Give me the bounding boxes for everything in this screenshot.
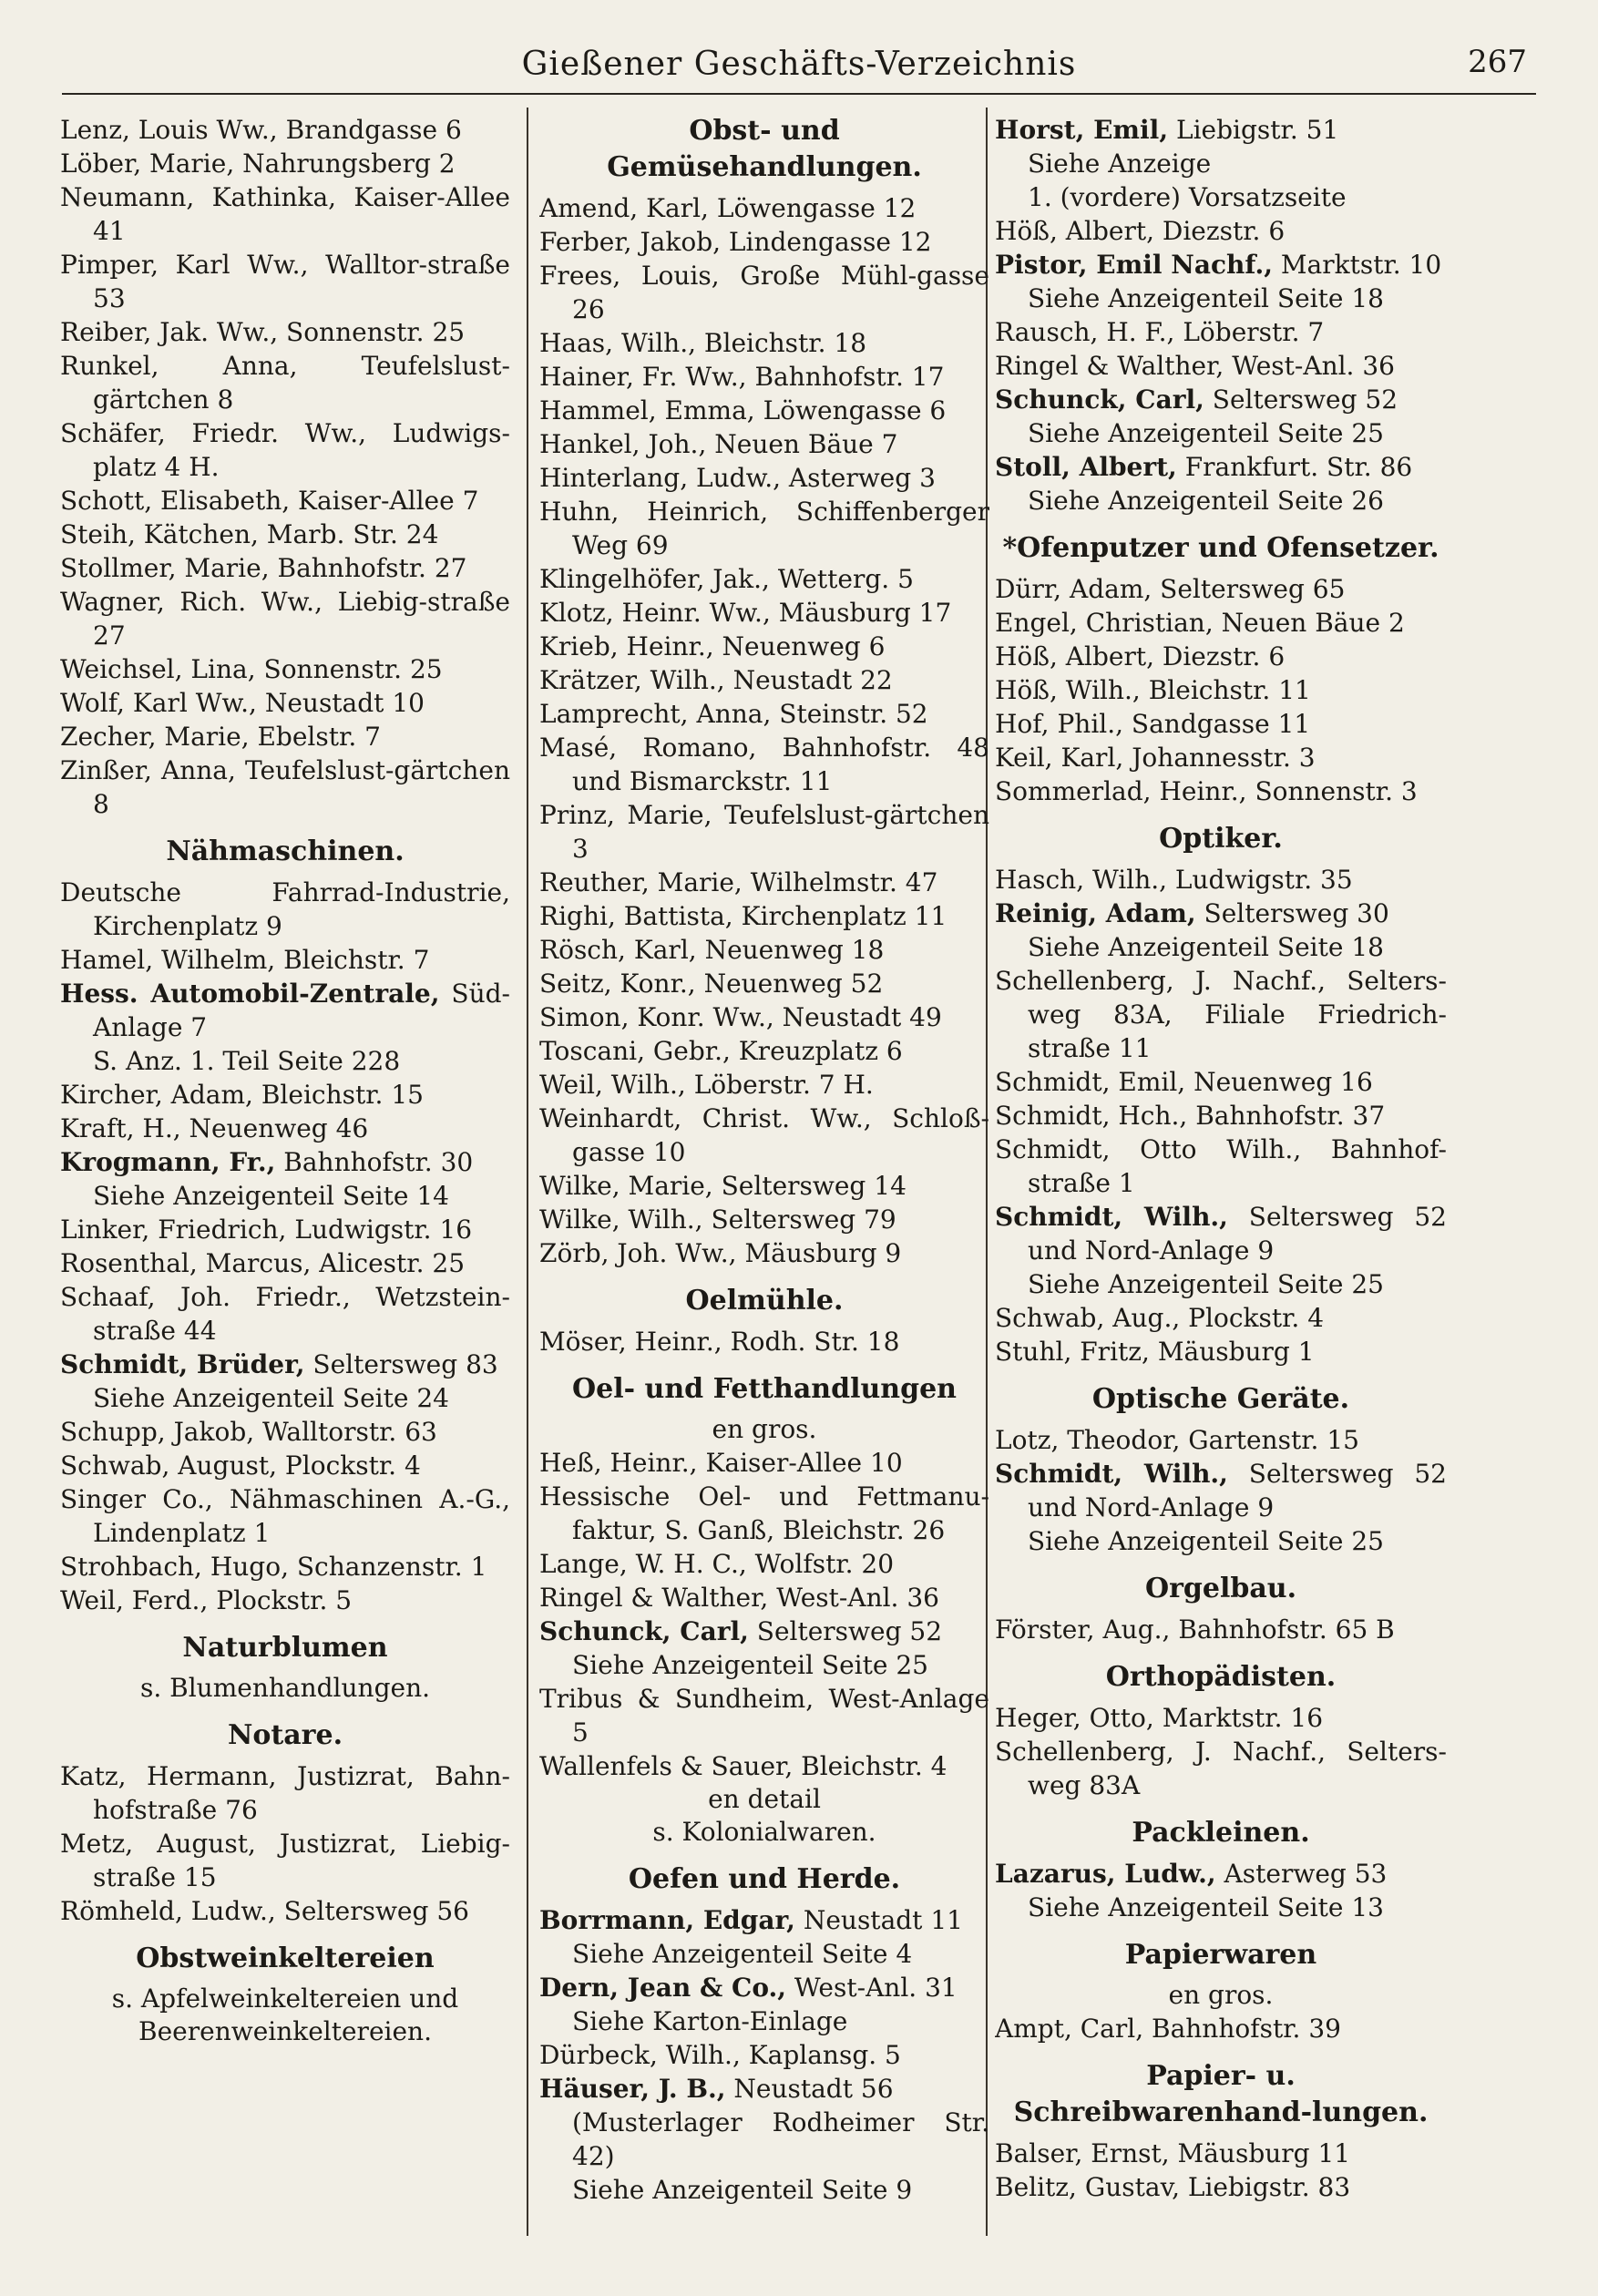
- directory-entry: [995, 1857, 1447, 1891]
- directory-entry: [60, 248, 510, 315]
- section-heading: Papierwaren: [1124, 1939, 1317, 1971]
- entry-text: Balser, Ernst, Mäusburg 11: [995, 2138, 1351, 2168]
- entry-text: Weichsel, Lina, Sonnenstr. 25: [60, 654, 443, 684]
- directory-entry: [60, 1078, 510, 1112]
- entry-continuation: [539, 1937, 989, 1971]
- entry-text: Wilke, Wilh., Seltersweg 79: [539, 1204, 896, 1235]
- entry-text: Schwab, Aug., Plockstr. 4: [995, 1303, 1325, 1333]
- directory-entry: [995, 2137, 1447, 2170]
- entry-text: Schmidt, Otto Wilh., Bahnhof-straße 1: [995, 1134, 1447, 1198]
- section-heading: *Ofenputzer und Ofensetzer.: [1002, 532, 1439, 564]
- entry-continuation: [539, 2004, 989, 2038]
- entry-text: Zecher, Marie, Ebelstr. 7: [60, 722, 381, 752]
- section-heading: Papier- u. Schreibwarenhand-lungen.: [1013, 2060, 1429, 2128]
- entry-text: Hamel, Wilhelm, Bleichstr. 7: [60, 945, 430, 975]
- directory-entry: [60, 1415, 510, 1449]
- entry-text: Simon, Konr. Ww., Neustadt 49: [539, 1002, 942, 1032]
- directory-entry: [60, 977, 510, 1044]
- entry-text: Reuther, Marie, Wilhelmstr. 47: [539, 867, 938, 897]
- entry-text: Linker, Friedrich, Ludwigstr. 16: [60, 1215, 473, 1245]
- entry-text: Süd-Anlage 7: [93, 979, 510, 1042]
- entry-text: Haas, Wilh., Bleichstr. 18: [539, 328, 867, 358]
- entry-text: Weil, Ferd., Plockstr. 5: [60, 1585, 353, 1615]
- header-rule: [62, 93, 1536, 95]
- directory-entry: [995, 349, 1447, 383]
- entry-continuation: [995, 1524, 1447, 1558]
- entry-name-bold: Borrmann, Edgar,: [539, 1905, 795, 1935]
- directory-entry: [539, 697, 989, 731]
- entry-text: Siehe Anzeigenteil Seite 24: [93, 1383, 449, 1413]
- directory-entry: [60, 1894, 510, 1928]
- directory-entry: [539, 1034, 989, 1068]
- entry-text: Stollmer, Marie, Bahnhofstr. 27: [60, 553, 467, 583]
- section-heading: Nähmaschinen.: [166, 835, 405, 867]
- entry-text: Bahnhofstr. 30: [275, 1147, 474, 1177]
- entry-text: Rausch, H. F., Löberstr. 7: [995, 317, 1325, 347]
- entry-text: Wallenfels & Sauer, Bleichstr. 4: [539, 1751, 948, 1781]
- entry-text: Siehe Anzeigenteil Seite 4: [572, 1939, 913, 1969]
- directory-entry: [60, 1280, 510, 1348]
- directory-entry: [60, 1246, 510, 1280]
- directory-entry: [995, 897, 1447, 930]
- entry-text: Siehe Anzeigenteil Seite 25: [1028, 1526, 1384, 1556]
- column-divider: [527, 108, 528, 2236]
- column-left: [60, 113, 510, 2245]
- entry-text: Neumann, Kathinka, Kaiser-Allee 41: [60, 182, 510, 246]
- directory-entry: [539, 461, 989, 495]
- directory-entry: [995, 450, 1447, 484]
- entry-text: Hainer, Fr. Ww., Bahnhofstr. 17: [539, 362, 945, 392]
- directory-entry: [539, 1547, 989, 1581]
- entry-text: Zörb, Joh. Ww., Mäusburg 9: [539, 1238, 902, 1268]
- column-middle: [539, 113, 989, 2245]
- entry-text: Neustadt 11: [794, 1905, 963, 1935]
- entry-text: Möser, Heinr., Rodh. Str. 18: [539, 1327, 900, 1357]
- entry-text: Weil, Wilh., Löberstr. 7 H.: [539, 1070, 874, 1100]
- entry-text: Wagner, Rich. Ww., Liebig-straße 27: [60, 587, 510, 651]
- entry-text: Prinz, Marie, Teufelslust-gärtchen 3: [539, 800, 989, 864]
- entry-text: Siehe Anzeigenteil Seite 18: [1028, 283, 1384, 313]
- entry-text: Schupp, Jakob, Walltorstr. 63: [60, 1417, 437, 1447]
- entry-text: Kraft, H., Neuenweg 46: [60, 1113, 369, 1143]
- directory-entry: [539, 1068, 989, 1102]
- directory-entry: [539, 596, 989, 630]
- entry-text: Keil, Karl, Johannesstr. 3: [995, 743, 1316, 773]
- entry-text: Ringel & Walther, West-Anl. 36: [539, 1583, 939, 1613]
- directory-entry: [60, 1827, 510, 1894]
- column-right: [995, 113, 1447, 2245]
- entry-text: Hinterlang, Ludw., Asterweg 3: [539, 463, 936, 493]
- section-heading: Oelmühle.: [685, 1285, 844, 1317]
- entry-continuation: [539, 2173, 989, 2207]
- entry-name-bold: Schmidt, Wilh.,: [995, 1459, 1228, 1489]
- running-title: Gießener Geschäfts-Verzeichnis: [521, 46, 1077, 83]
- entry-text: Seltersweg 52: [1204, 384, 1398, 415]
- directory-entry: [60, 1449, 510, 1482]
- entry-text: Siehe Anzeige: [1028, 149, 1212, 179]
- entry-text: Siehe Anzeigenteil Seite 25: [1028, 1269, 1384, 1299]
- directory-entry: [539, 1169, 989, 1203]
- directory-entry: [995, 863, 1447, 897]
- entry-text: Hammel, Emma, Löwengasse 6: [539, 395, 947, 425]
- directory-entry: [539, 394, 989, 427]
- section-heading: Notare.: [227, 1719, 343, 1751]
- directory-entry: [539, 899, 989, 933]
- entry-text: Hof, Phil., Sandgasse 11: [995, 709, 1311, 739]
- directory-entry: [539, 326, 989, 360]
- directory-entry: [60, 551, 510, 585]
- section-note: s. Kolonialwaren.: [652, 1817, 876, 1847]
- directory-entry: [539, 1102, 989, 1169]
- entry-text: Siehe Anzeigenteil Seite 9: [572, 2175, 913, 2205]
- directory-entry: [539, 360, 989, 394]
- section-note: s. Apfelweinkeltereien und Beerenweinkeltereien.: [111, 1983, 459, 2046]
- directory-entry: [60, 1348, 510, 1381]
- entry-name-bold: Stoll, Albert,: [995, 452, 1177, 482]
- directory-entry: [995, 315, 1447, 349]
- entry-name-bold: Schunck, Carl,: [539, 1616, 749, 1646]
- directory-entry: [539, 663, 989, 697]
- directory-entry: [539, 1971, 989, 2004]
- entry-continuation: [995, 1267, 1447, 1301]
- entry-text: Siehe Anzeigenteil Seite 25: [1028, 418, 1384, 448]
- section-note: en gros.: [1168, 1980, 1274, 2010]
- directory-entry: [539, 1581, 989, 1614]
- entry-text: Höß, Albert, Diezstr. 6: [995, 641, 1286, 671]
- entry-text: Hasch, Wilh., Ludwigstr. 35: [995, 865, 1353, 895]
- entry-text: Lange, W. H. C., Wolfstr. 20: [539, 1549, 895, 1579]
- directory-entry: [995, 707, 1447, 741]
- entry-continuation: [60, 1179, 510, 1213]
- entry-text: Katz, Hermann, Justizrat, Bahn-hofstraße 76: [60, 1761, 510, 1825]
- entry-text: Klotz, Heinr. Ww., Mäusburg 17: [539, 598, 952, 628]
- directory-entry: [995, 741, 1447, 774]
- entry-text: Wilke, Marie, Seltersweg 14: [539, 1171, 907, 1201]
- entry-continuation: [60, 1381, 510, 1415]
- entry-text: Frankfurt. Str. 86: [1176, 452, 1413, 482]
- directory-entry: [60, 1482, 510, 1550]
- directory-entry: [60, 518, 510, 551]
- directory-entry: [539, 1749, 989, 1783]
- directory-entry: [995, 383, 1447, 416]
- entry-text: Höß, Wilh., Bleichstr. 11: [995, 675, 1311, 705]
- entry-text: Neustadt 56: [725, 2074, 894, 2104]
- section-heading: Naturblumen: [182, 1632, 388, 1664]
- directory-entry: [995, 2012, 1447, 2045]
- directory-entry: [539, 933, 989, 967]
- entry-text: Schellenberg, J. Nachf., Selters-weg 83A, Filiale Friedrich-straße 11: [995, 966, 1447, 1063]
- entry-name-bold: Lazarus, Ludw.,: [995, 1859, 1216, 1889]
- entry-text: Dürbeck, Wilh., Kaplansg. 5: [539, 2040, 901, 2070]
- directory-entry: [995, 673, 1447, 707]
- entry-text: Pimper, Karl Ww., Walltor-straße 53: [60, 250, 510, 313]
- entry-text: Wolf, Karl Ww., Neustadt 10: [60, 688, 425, 718]
- directory-entry: [60, 753, 510, 821]
- directory-entry: [539, 2072, 989, 2106]
- entry-name-bold: Häuser, J. B.,: [539, 2074, 726, 2104]
- directory-entry: [995, 606, 1447, 640]
- directory-entry: [539, 225, 989, 259]
- directory-entry: [539, 1903, 989, 1937]
- entry-text: Toscani, Gebr., Kreuzplatz 6: [539, 1036, 903, 1066]
- directory-entry: [995, 248, 1447, 282]
- directory-entry: [539, 731, 989, 798]
- entry-text: Metz, August, Justizrat, Liebig-straße 15: [60, 1829, 510, 1892]
- directory-entry: [995, 1735, 1447, 1802]
- entry-continuation: [539, 2106, 989, 2173]
- directory-entry: [539, 630, 989, 663]
- directory-entry: [995, 1701, 1447, 1735]
- directory-entry: [60, 1213, 510, 1246]
- entry-text: Weinhardt, Christ. Ww., Schloß-gasse 10: [539, 1103, 989, 1167]
- entry-text: Krätzer, Wilh., Neustadt 22: [539, 665, 893, 695]
- entry-text: Seltersweg 52 und Nord-Anlage 9: [1028, 1459, 1447, 1522]
- directory-entry: [539, 967, 989, 1000]
- section-heading: Orthopädisten.: [1105, 1661, 1337, 1693]
- directory-entry: [995, 1335, 1447, 1368]
- entry-continuation: [60, 1044, 510, 1078]
- directory-entry: [60, 484, 510, 518]
- entry-text: Höß, Albert, Diezstr. 6: [995, 216, 1286, 246]
- entry-text: Siehe Anzeigenteil Seite 14: [93, 1181, 449, 1211]
- entry-name-bold: Horst, Emil,: [995, 115, 1169, 145]
- entry-text: Asterweg 53: [1215, 1859, 1388, 1889]
- directory-entry: [539, 1236, 989, 1270]
- directory-entry: [539, 562, 989, 596]
- entry-text: Seltersweg 30: [1195, 898, 1389, 928]
- entry-text: Lenz, Louis Ww., Brandgasse 6: [60, 115, 462, 145]
- entry-text: Reiber, Jak. Ww., Sonnenstr. 25: [60, 317, 466, 347]
- entry-text: Seltersweg 52 und Nord-Anlage 9: [1028, 1202, 1447, 1266]
- entry-text: Seltersweg 83: [304, 1349, 498, 1379]
- directory-entry: [539, 495, 989, 562]
- entry-text: Heger, Otto, Marktstr. 16: [995, 1703, 1324, 1733]
- directory-entry: [60, 1759, 510, 1827]
- directory-entry: [995, 1065, 1447, 1099]
- entry-text: Engel, Christian, Neuen Bäue 2: [995, 608, 1405, 638]
- entry-text: Krieb, Heinr., Neuenweg 6: [539, 631, 886, 661]
- entry-name-bold: Hess. Automobil-Zentrale,: [60, 979, 440, 1009]
- directory-entry: [60, 147, 510, 180]
- entry-text: Rosenthal, Marcus, Alicestr. 25: [60, 1248, 466, 1278]
- directory-entry: [539, 798, 989, 866]
- entry-text: Masé, Romano, Bahnhofstr. 48 und Bismarckstr. 11: [539, 733, 989, 796]
- entry-text: S. Anz. 1. Teil Seite 228: [93, 1046, 401, 1076]
- entry-text: Liebigstr. 51: [1168, 115, 1339, 145]
- entry-text: Schmidt, Emil, Neuenweg 16: [995, 1067, 1373, 1097]
- directory-entry: [60, 1550, 510, 1584]
- section-note: en gros.: [712, 1414, 817, 1444]
- entry-text: Seitz, Konr., Neuenweg 52: [539, 969, 884, 999]
- entry-name-bold: Schunck, Carl,: [995, 384, 1204, 415]
- entry-text: Runkel, Anna, Teufelslust-gärtchen 8: [60, 351, 510, 415]
- directory-entry: [539, 1446, 989, 1480]
- section-heading: Orgelbau.: [1144, 1573, 1297, 1604]
- entry-text: Ferber, Jakob, Lindengasse 12: [539, 227, 932, 257]
- entry-text: Zinßer, Anna, Teufelslust-gärtchen 8: [60, 755, 510, 819]
- entry-continuation: [539, 1648, 989, 1682]
- entry-text: Siehe Anzeigenteil Seite 18: [1028, 932, 1384, 962]
- directory-entry: [60, 652, 510, 686]
- entry-continuation: [995, 282, 1447, 315]
- directory-entry: [60, 416, 510, 484]
- entry-text: Stuhl, Fritz, Mäusburg 1: [995, 1337, 1315, 1367]
- entry-text: Belitz, Gustav, Liebigstr. 83: [995, 2172, 1351, 2202]
- entry-text: Sommerlad, Heinr., Sonnenstr. 3: [995, 776, 1418, 806]
- section-heading: Packleinen.: [1132, 1817, 1310, 1849]
- entry-text: Ringel & Walther, West-Anl. 36: [995, 351, 1395, 381]
- directory-entry: [60, 180, 510, 248]
- entry-name-bold: Schmidt, Wilh.,: [995, 1202, 1228, 1232]
- entry-text: Förster, Aug., Bahnhofstr. 65 B: [995, 1614, 1395, 1645]
- entry-text: Siehe Anzeigenteil Seite 13: [1028, 1892, 1384, 1922]
- entry-text: Hankel, Joh., Neuen Bäue 7: [539, 429, 898, 459]
- entry-text: 1. (vordere) Vorsatzseite: [1028, 182, 1347, 212]
- directory-entry: [995, 1200, 1447, 1267]
- entry-continuation: [995, 484, 1447, 518]
- directory-entry: [539, 1614, 989, 1648]
- entry-continuation: [995, 416, 1447, 450]
- directory-entry: [60, 876, 510, 943]
- directory-entry: [995, 1099, 1447, 1133]
- section-heading: Obst- und Gemüsehandlungen.: [607, 115, 922, 183]
- entry-text: Klingelhöfer, Jak., Wetterg. 5: [539, 564, 914, 594]
- section-note: s. Blumenhandlungen.: [139, 1673, 431, 1703]
- entry-text: Siehe Anzeigenteil Seite 26: [1028, 486, 1384, 516]
- directory-entry: [995, 774, 1447, 808]
- entry-text: Siehe Anzeigenteil Seite 25: [572, 1650, 928, 1680]
- directory-entry: [995, 113, 1447, 147]
- directory-entry: [60, 349, 510, 416]
- entry-text: Schwab, August, Plockstr. 4: [60, 1450, 421, 1481]
- directory-entry: [539, 1480, 989, 1547]
- section-heading: Optiker.: [1159, 823, 1283, 855]
- entry-text: Marktstr. 10: [1272, 250, 1442, 280]
- directory-entry: [539, 2038, 989, 2072]
- entry-continuation: [995, 1891, 1447, 1924]
- directory-entry: [539, 427, 989, 461]
- directory-entry: [995, 1133, 1447, 1200]
- entry-name-bold: Krogmann, Fr.,: [60, 1147, 276, 1177]
- section-heading: Oefen und Herde.: [628, 1863, 901, 1895]
- entry-text: Hessische Oel- und Fettmanu-faktur, S. Ganß, Bleichstr. 26: [539, 1481, 989, 1545]
- entry-text: (Musterlager Rodheimer Str. 42): [572, 2107, 989, 2171]
- entry-text: Römheld, Ludw., Seltersweg 56: [60, 1896, 469, 1926]
- entry-text: Amend, Karl, Löwengasse 12: [539, 193, 917, 223]
- entry-text: Schäfer, Friedr. Ww., Ludwigs-platz 4 H.: [60, 418, 510, 482]
- entry-name-bold: Dern, Jean & Co.,: [539, 1973, 787, 2003]
- entry-continuation: [995, 930, 1447, 964]
- entry-text: Rösch, Karl, Neuenweg 18: [539, 935, 885, 965]
- directory-entry: [60, 1584, 510, 1617]
- entry-continuation: [995, 180, 1447, 214]
- directory-entry: [995, 1301, 1447, 1335]
- entry-text: Seltersweg 52: [748, 1616, 943, 1646]
- directory-entry: [995, 1423, 1447, 1457]
- directory-entry: [60, 113, 510, 147]
- entry-text: Huhn, Heinrich, Schiffenberger Weg 69: [539, 497, 989, 560]
- entry-name-bold: Pistor, Emil Nachf.,: [995, 250, 1273, 280]
- directory-entry: [539, 191, 989, 225]
- page-number: 267: [1468, 44, 1527, 80]
- directory-entry: [60, 1145, 510, 1179]
- entry-text: Tribus & Sundheim, West-Anlage 5: [539, 1684, 989, 1748]
- entry-text: Schaaf, Joh. Friedr., Wetzstein-straße 44: [60, 1282, 510, 1346]
- entry-text: Dürr, Adam, Seltersweg 65: [995, 574, 1346, 604]
- entry-text: Frees, Louis, Große Mühl-gasse 26: [539, 261, 989, 324]
- entry-text: Singer Co., Nähmaschinen A.-G., Lindenplatz 1: [60, 1484, 510, 1548]
- directory-entry: [60, 1112, 510, 1145]
- directory-entry: [539, 1325, 989, 1358]
- directory-entry: [539, 1000, 989, 1034]
- entry-text: Schellenberg, J. Nachf., Selters-weg 83A: [995, 1737, 1447, 1800]
- directory-entry: [60, 943, 510, 977]
- page-header: [55, 35, 1543, 95]
- section-heading: Optische Geräte.: [1091, 1383, 1350, 1415]
- entry-text: Kircher, Adam, Bleichstr. 15: [60, 1080, 424, 1110]
- entry-name-bold: Reinig, Adam,: [995, 898, 1196, 928]
- directory-entry: [539, 1203, 989, 1236]
- section-heading: Oel- und Fetthandlungen: [572, 1373, 957, 1405]
- entry-text: Schmidt, Hch., Bahnhofstr. 37: [995, 1101, 1386, 1131]
- entry-text: Steih, Kätchen, Marb. Str. 24: [60, 519, 439, 549]
- directory-entry: [995, 2170, 1447, 2204]
- directory-entry: [60, 315, 510, 349]
- entry-text: Siehe Karton-Einlage: [572, 2006, 848, 2036]
- entry-text: Schott, Elisabeth, Kaiser-Allee 7: [60, 486, 479, 516]
- section-heading: Obstweinkeltereien: [136, 1942, 435, 1974]
- entry-text: Heß, Heinr., Kaiser-Allee 10: [539, 1448, 903, 1478]
- directory-entry: [995, 640, 1447, 673]
- directory-entry: [539, 1682, 989, 1749]
- entry-text: Lotz, Theodor, Gartenstr. 15: [995, 1425, 1359, 1455]
- directory-entry: [995, 214, 1447, 248]
- directory-entry: [995, 964, 1447, 1065]
- section-note: en detail: [708, 1784, 821, 1814]
- entry-text: West-Anl. 31: [786, 1973, 958, 2003]
- directory-entry: [995, 1613, 1447, 1646]
- entry-text: Righi, Battista, Kirchenplatz 11: [539, 901, 948, 931]
- entry-text: Strohbach, Hugo, Schanzenstr. 1: [60, 1552, 487, 1582]
- directory-entry: [60, 720, 510, 753]
- entry-continuation: [995, 147, 1447, 180]
- directory-entry: [995, 1457, 1447, 1524]
- entry-name-bold: Schmidt, Brüder,: [60, 1349, 305, 1379]
- entry-text: Ampt, Carl, Bahnhofstr. 39: [995, 2014, 1341, 2044]
- directory-entry: [539, 259, 989, 326]
- entry-text: Lamprecht, Anna, Steinstr. 52: [539, 699, 928, 729]
- directory-entry: [539, 866, 989, 899]
- entry-text: Löber, Marie, Nahrungsberg 2: [60, 149, 456, 179]
- entry-text: Deutsche Fahrrad-Industrie, Kirchenplatz 9: [60, 877, 510, 941]
- directory-entry: [995, 572, 1447, 606]
- directory-entry: [60, 585, 510, 652]
- directory-entry: [60, 686, 510, 720]
